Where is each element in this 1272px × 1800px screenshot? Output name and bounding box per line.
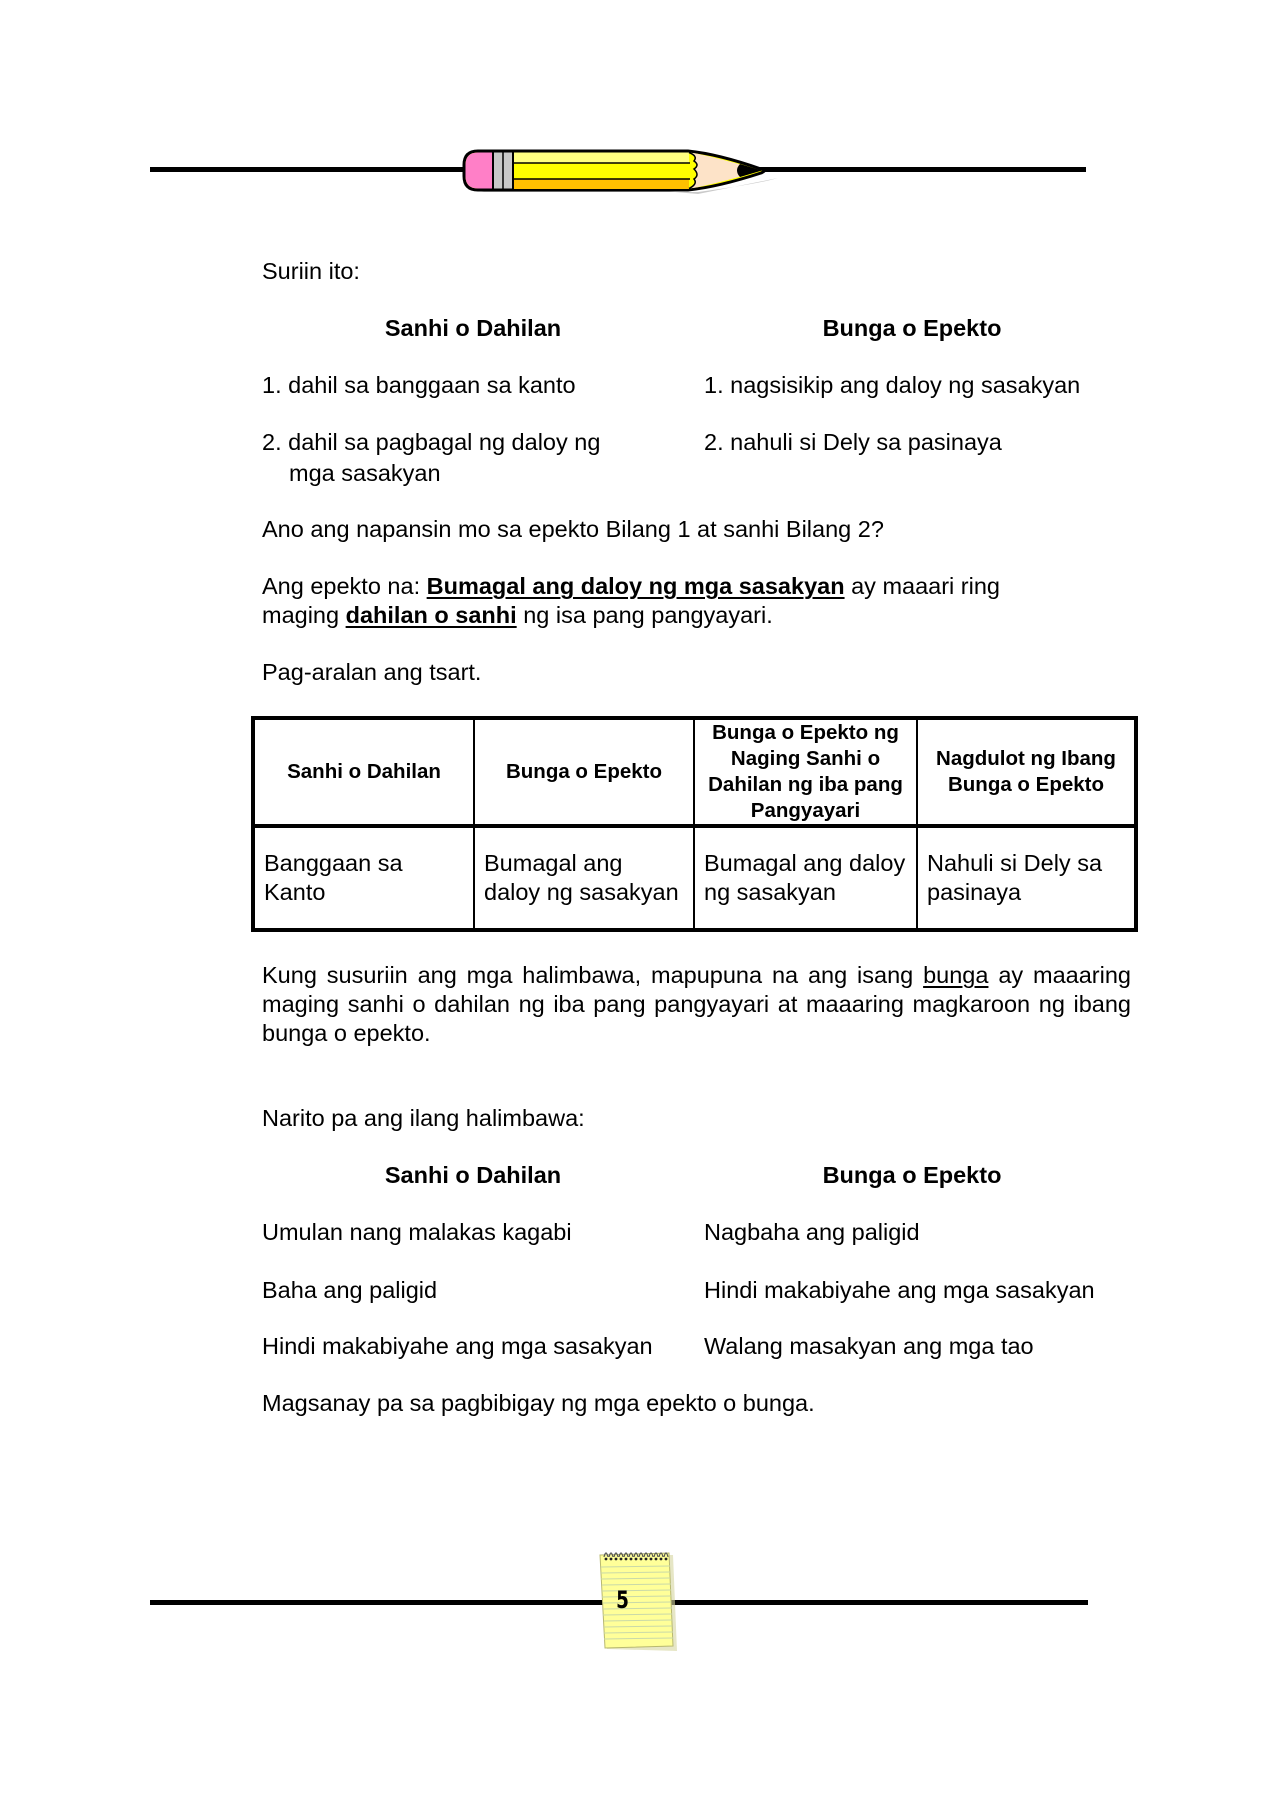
explanation-text: ng isa pang pangyayari. xyxy=(516,602,773,628)
question-text: Ano ang napansin mo sa epekto Bilang 1 at sanhi Bilang 2? xyxy=(262,516,884,542)
table-cell: Bumagal ang daloy ng sasakyan xyxy=(694,826,917,930)
closing-instruction: Magsanay pa sa pagbibigay ng mga epekto o bunga. xyxy=(262,1390,815,1416)
intro-cause-2-wrap: mga sasakyan xyxy=(289,460,441,486)
table-cell: Bumagal ang daloy ng sasakyan xyxy=(474,826,694,930)
chart-intro: Pag-aralan ang tsart. xyxy=(262,659,482,685)
examples-cause-heading: Sanhi o Dahilan xyxy=(384,1162,562,1188)
summary-text: ay maaaring maging sanhi o dahilan ng iba pang pangyayari at maaaring magkaroon ng ibang bunga o epekto. xyxy=(262,962,1131,1046)
example-effect-2: Hindi makabiyahe ang mga sasakyan xyxy=(704,1277,1095,1303)
table-header-row xyxy=(253,718,1136,826)
table-cell: Nahuli si Dely sa pasinaya xyxy=(917,826,1136,930)
example-cause-3: Hindi makabiyahe ang mga sasakyan xyxy=(262,1333,653,1359)
explanation-text: ay maaari ring xyxy=(844,573,1000,599)
summary-text: Kung susuriin ang mga halimbawa, mapupuna na ang isang xyxy=(262,962,924,988)
table-header-effect: Bunga o Epekto xyxy=(474,718,694,826)
explanation-text: maging xyxy=(262,602,346,628)
example-effect-1: Nagbaha ang paligid xyxy=(704,1219,920,1245)
intro-effect-2: 2. nahuli si Dely sa pasinaya xyxy=(704,429,1002,455)
summary-underlined-word: bunga xyxy=(923,962,989,988)
pencil-icon xyxy=(458,148,808,198)
intro-cause-2: 2. dahil sa pagbagal ng daloy ng xyxy=(262,429,601,455)
intro-effect-1: 1. nagsisikip ang daloy ng sasakyan xyxy=(704,372,1081,398)
intro-cause-heading: Sanhi o Dahilan xyxy=(384,315,562,341)
table-row xyxy=(253,826,1136,930)
table-header-cause: Sanhi o Dahilan xyxy=(253,718,474,826)
example-cause-2: Baha ang paligid xyxy=(262,1277,438,1303)
emphasis-cause: dahilan o sanhi xyxy=(345,602,517,628)
page-number: 5 xyxy=(616,1586,629,1614)
emphasis-effect: Bumagal ang daloy ng mga sasakyan xyxy=(426,573,845,599)
notepad-icon xyxy=(598,1547,678,1652)
examples-effect-heading: Bunga o Epekto xyxy=(822,1162,1002,1188)
table-cell: Banggaan sa Kanto xyxy=(253,826,474,930)
explanation-text: Ang epekto na: xyxy=(262,573,427,599)
example-cause-1: Umulan nang malakas kagabi xyxy=(262,1219,572,1245)
explanation-line-2 xyxy=(262,601,773,630)
intro-effect-heading: Bunga o Epekto xyxy=(822,315,1002,341)
explanation-line-1 xyxy=(262,572,1000,601)
table-header-effect-as-cause: Bunga o Epekto ng Naging Sanhi o Dahilan ng iba pang Pangyayari xyxy=(694,718,917,826)
intro-label: Suriin ito: xyxy=(262,258,360,284)
cause-effect-table xyxy=(251,716,1138,932)
summary-paragraph xyxy=(262,961,1131,1048)
table-header-other-effect: Nagdulot ng Ibang Bunga o Epekto xyxy=(917,718,1136,826)
example-effect-3: Walang masakyan ang mga tao xyxy=(704,1333,1034,1359)
intro-cause-1: 1. dahil sa banggaan sa kanto xyxy=(262,372,576,398)
more-examples-label: Narito pa ang ilang halimbawa: xyxy=(262,1105,585,1131)
